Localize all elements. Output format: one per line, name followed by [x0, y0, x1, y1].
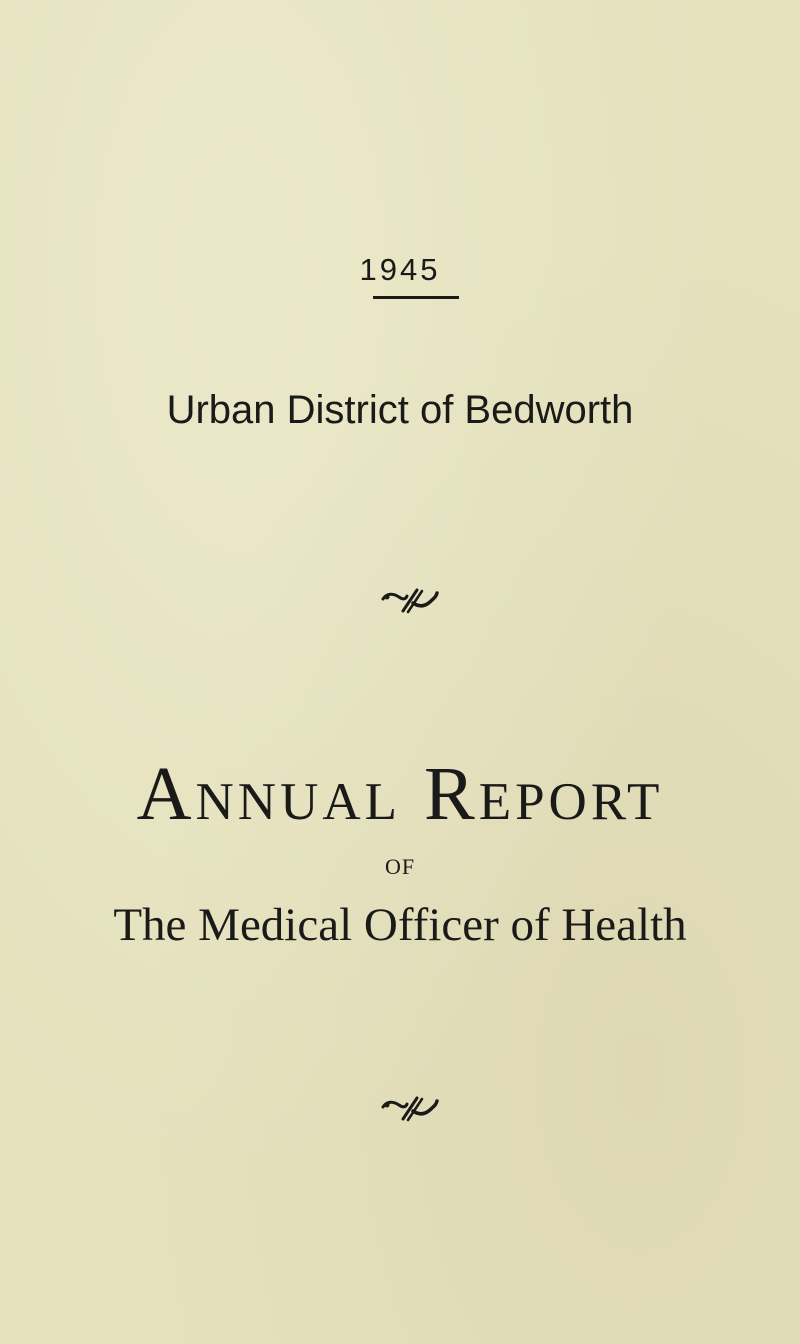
flourish-ornament-icon: [379, 585, 439, 617]
report-subtitle: The Medical Officer of Health: [113, 899, 687, 951]
report-title: Annual Report: [136, 752, 664, 836]
district-name: Urban District of Bedworth: [166, 388, 634, 432]
report-year: 1945: [359, 252, 441, 287]
title-connector: OF: [384, 854, 416, 879]
year-underline: [373, 296, 459, 299]
flourish-ornament-icon: [379, 1093, 439, 1125]
